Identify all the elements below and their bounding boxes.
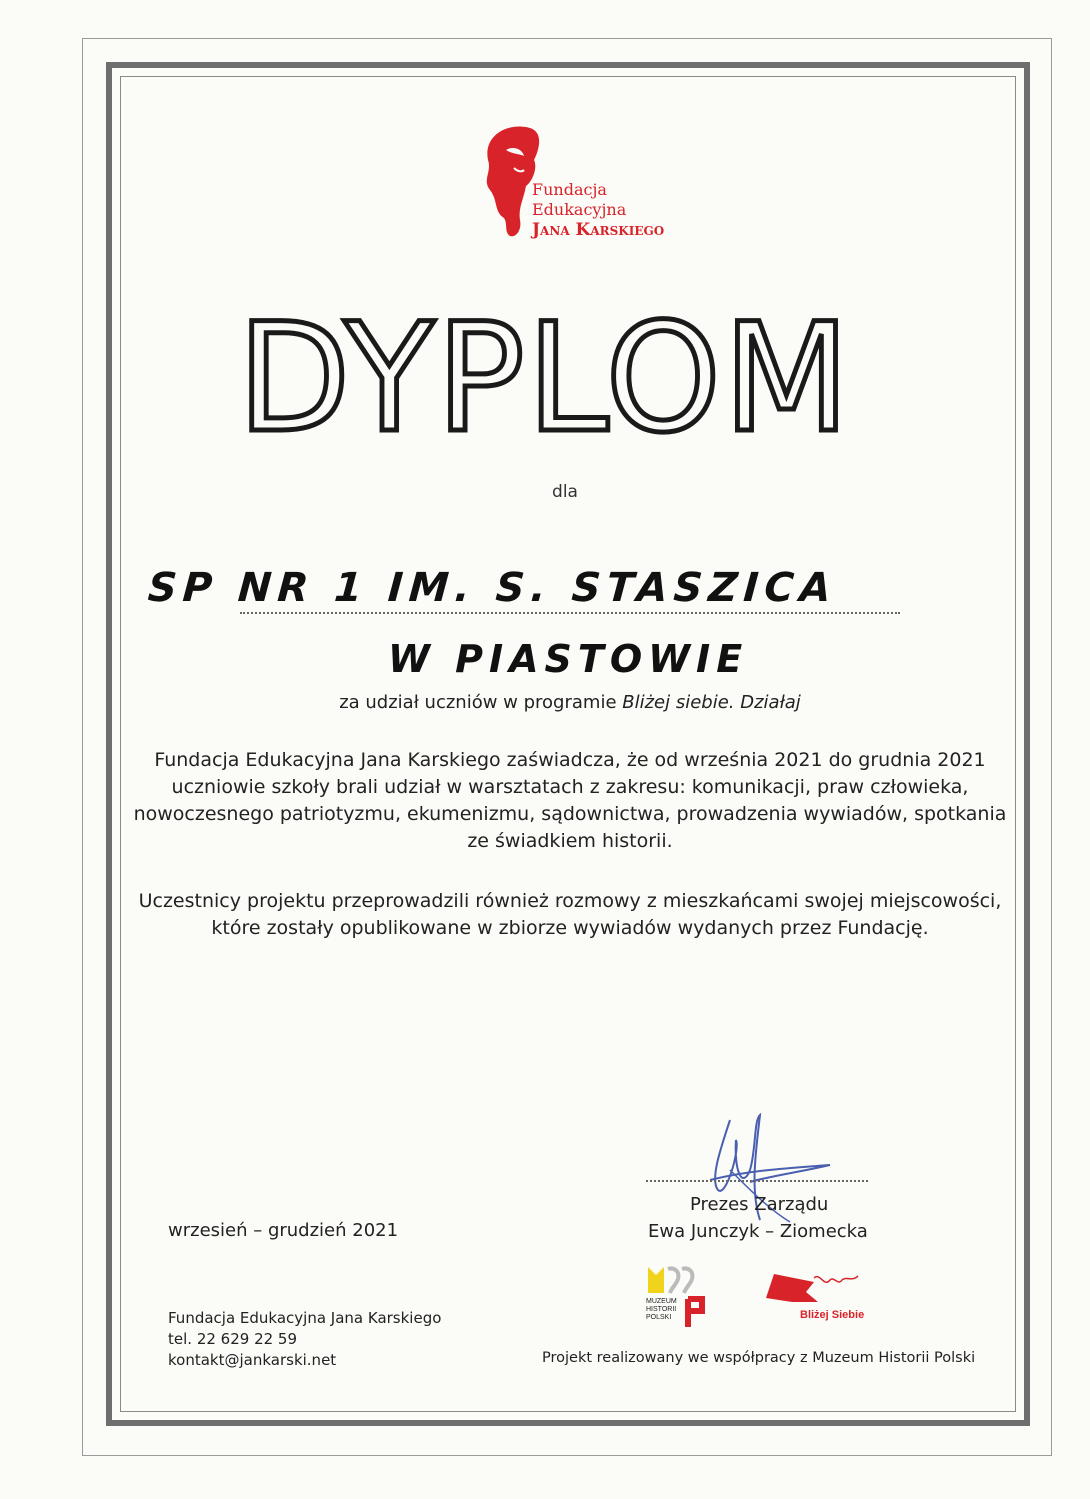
project-note: Projekt realizowany we współpracy z Muzeum Historii Polski — [542, 1350, 976, 1366]
mhp-line-2: HISTORII — [646, 1306, 677, 1313]
award-prefix: za udział uczniów w programie — [339, 692, 623, 713]
mhp-line-1: MUZEUM — [646, 1298, 677, 1305]
contact-email: kontakt@jankarski.net — [168, 1351, 337, 1369]
logo-line-2: Edukacyjna — [532, 200, 627, 219]
recipient-dotted-line — [240, 612, 900, 614]
mhp-line-3: POLSKI — [646, 1314, 672, 1321]
inner-border — [120, 76, 1016, 1412]
diploma-title — [0, 292, 1090, 466]
contact-block — [168, 1308, 441, 1371]
certification-paragraph: Fundacja Edukacyjna Jana Karskiego zaświadcza, że od września 2021 do grudnia 2021 uczniowie szkoły brali udział w warsztatach z zakresu: komunikacji, praw człowieka, nowoczesnego patriotyzmu, ekumenizmu, sądownictwa, prowadzenia wywiadów, spotkania ze świadkiem historii. — [133, 749, 1007, 852]
foundation-logo-text — [532, 180, 664, 240]
recipient-line-1: SP NR 1 IM. S. STASZICA — [146, 565, 839, 611]
dla-label: dla — [552, 482, 578, 502]
contact-phone: tel. 22 629 22 59 — [168, 1330, 298, 1348]
interviews-paragraph: Uczestnicy projektu przeprowadzili również rozmowy z mieszkańcami swojej miejscowości, które zostały opublikowane w zbiorze wywiadów wydanych przez Fundację. — [138, 890, 1002, 939]
title-text: DYPLOM — [237, 292, 853, 466]
signature-dotted-line — [646, 1180, 868, 1182]
logo-line-1: Fundacja — [532, 180, 607, 199]
award-line — [0, 692, 1090, 713]
signatory-role: Prezes Zarządu — [690, 1194, 829, 1215]
recipient-line-2: W PIASTOWIE — [388, 637, 749, 681]
contact-org: Fundacja Edukacyjna Jana Karskiego — [168, 1309, 442, 1327]
mhp-logo-text — [646, 1298, 677, 1322]
signatory-name: Ewa Junczyk – Ziomecka — [648, 1221, 868, 1242]
date-range: wrzesień – grudzień 2021 — [168, 1220, 399, 1241]
blizej-siebie-label: Bliżej Siebie — [800, 1309, 865, 1321]
program-name: Bliżej siebie. Działaj — [622, 692, 801, 713]
logo-line-3: Jana Karskiego — [532, 220, 665, 240]
